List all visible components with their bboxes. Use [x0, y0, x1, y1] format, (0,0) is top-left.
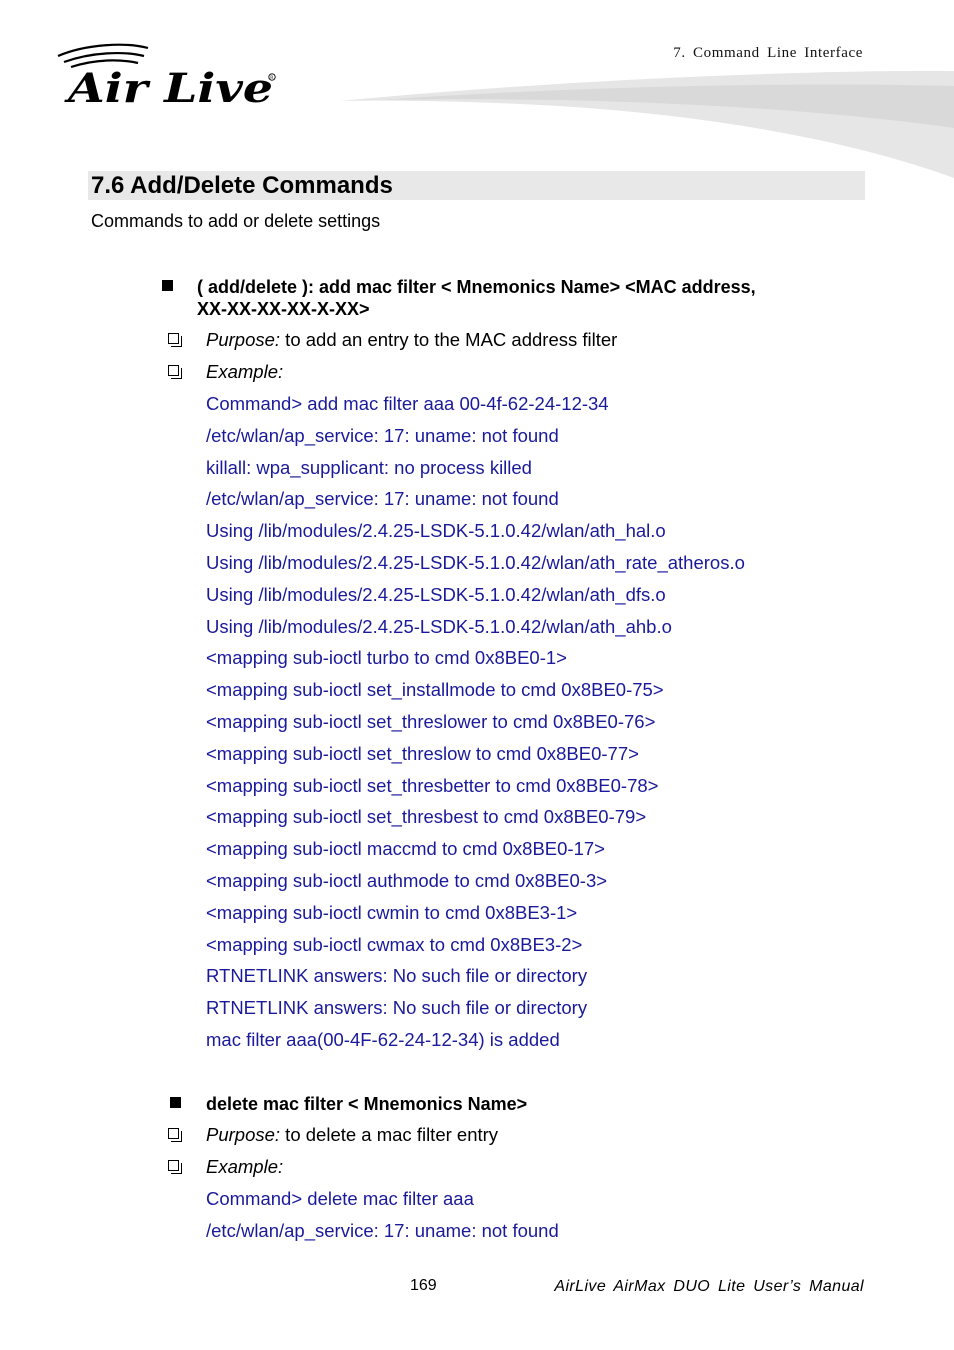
- output-line: <mapping sub-ioctl authmode to cmd 0x8BE0-3>: [206, 870, 608, 891]
- output-line: <mapping sub-ioctl maccmd to cmd 0x8BE0-17>: [206, 838, 605, 860]
- output-line: <mapping sub-ioctl turbo to cmd 0x8BE0-1>: [206, 647, 567, 669]
- output-line: killall: wpa_supplicant: no process killed: [206, 456, 532, 478]
- output-line: <mapping sub-ioctl cwmin to cmd 0x8BE3-1>: [206, 901, 578, 923]
- block1-purpose: [206, 328, 617, 352]
- output-line: RTNETLINK answers: No such file or directory: [206, 997, 588, 1019]
- output-line: <mapping sub-ioctl set_threslower to cmd 0x8BE0-76>: [206, 711, 656, 732]
- chapter-header: 7. Command Line Interface: [673, 45, 863, 61]
- airlive-logo: [56, 42, 281, 108]
- output-line: /etc/wlan/ap_service: 17: uname: not found: [206, 1220, 559, 1241]
- output-line: <mapping sub-ioctl set_thresbetter to cmd 0x8BE0-78>: [206, 774, 659, 796]
- block1-heading-line1: ( add/delete ): add mac filter < Mnemonics Name> <MAC address,: [197, 277, 756, 297]
- checkbox-bullet-icon: [168, 333, 179, 344]
- output-line: Using /lib/modules/2.4.25-LSDK-5.1.0.42/wlan/ath_dfs.o: [206, 583, 666, 605]
- purpose-text: to delete a mac filter entry: [280, 1124, 499, 1145]
- block2-heading: delete mac filter < Mnemonics Name>: [206, 1094, 528, 1114]
- purpose-label: Purpose:: [206, 329, 281, 350]
- section-title: 7.6 Add/Delete Commands: [91, 172, 393, 199]
- output-line: Using /lib/modules/2.4.25-LSDK-5.1.0.42/wlan/ath_rate_atheros.o: [206, 552, 745, 573]
- block2-purpose: [206, 1123, 498, 1147]
- output-line: RTNETLINK answers: No such file or directory: [206, 965, 588, 987]
- checkbox-bullet-icon: [168, 1160, 179, 1171]
- output-line: <mapping sub-ioctl set_threslow to cmd 0x8BE0-77>: [206, 742, 639, 764]
- output-line: /etc/wlan/ap_service: 17: uname: not found: [206, 488, 559, 510]
- output-line: /etc/wlan/ap_service: 17: uname: not found: [206, 424, 559, 446]
- section-intro: Commands to add or delete settings: [91, 211, 381, 231]
- bullet-square-icon: [170, 1097, 181, 1108]
- checkbox-bullet-icon: [168, 1128, 179, 1139]
- purpose-text: to add an entry to the MAC address filter: [280, 329, 618, 350]
- checkbox-bullet-icon: [168, 365, 179, 376]
- output-line: Command> add mac filter aaa 00-4f-62-24-12-34: [206, 393, 609, 414]
- block2-example-label: Example:: [206, 1156, 284, 1177]
- purpose-label: Purpose:: [206, 1124, 281, 1145]
- bullet-square-icon: [162, 280, 173, 291]
- output-line: <mapping sub-ioctl cwmax to cmd 0x8BE3-2>: [206, 933, 583, 955]
- output-line: Command> delete mac filter aaa: [206, 1188, 474, 1209]
- block1-heading-line2: XX-XX-XX-XX-X-XX>: [197, 299, 370, 319]
- manual-title: AirLive AirMax DUO Lite User’s Manual: [554, 1278, 864, 1295]
- svg-text:Air Live: Air Live: [63, 65, 274, 108]
- output-line: Using /lib/modules/2.4.25-LSDK-5.1.0.42/wlan/ath_ahb.o: [206, 615, 672, 637]
- output-line: <mapping sub-ioctl set_installmode to cmd 0x8BE0-75>: [206, 679, 664, 701]
- block1-example-label: Example:: [206, 361, 284, 382]
- output-line: mac filter aaa(00-4F-62-24-12-34) is added: [206, 1029, 560, 1050]
- output-line: <mapping sub-ioctl set_thresbest to cmd 0x8BE0-79>: [206, 806, 647, 828]
- page-number: 169: [410, 1277, 437, 1294]
- output-line: Using /lib/modules/2.4.25-LSDK-5.1.0.42/wlan/ath_hal.o: [206, 520, 666, 542]
- svg-text:R: R: [270, 76, 274, 82]
